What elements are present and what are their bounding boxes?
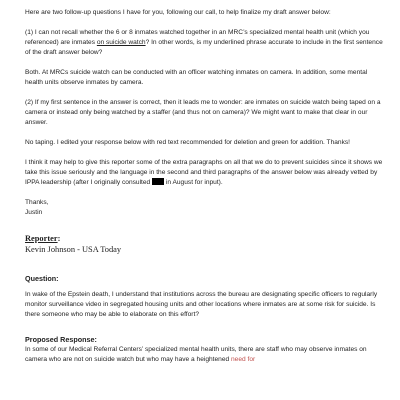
response-text: In some of our Medical Referral Centers’ specialized mental health units, there are staff who may observe inmates on camera who are not on suicide watch but who may have a heightened	[25, 346, 367, 364]
question-1-paragraph	[25, 28, 385, 59]
question-1-text-end: ? In other words, is my underlined phrase accurate to include in the first sentence of the draft answer below?	[25, 39, 383, 57]
reporter-name: Kevin Johnson - USA Today	[25, 245, 122, 255]
closing-paragraph	[25, 158, 385, 189]
question-1-text: (1) I can not recall whether the 6 or 8 inmates watched together in an MRC’s specialized mental health unit (which you referenced) are inmates	[25, 28, 370, 46]
answer-2-paragraph: No taping. I edited your response below with red text recommended for deletion and green for addition. Thanks!	[25, 139, 350, 147]
deleted-text: need for	[231, 356, 256, 364]
proposed-response-text	[25, 345, 385, 365]
question-label: Question:	[25, 274, 59, 284]
question-2-paragraph: (2) If my first sentence in the answer is correct, then it leads me to wonder: are inmates on suicide watch being taped on a camera or instead only being watched by a staffer (and thus not on camera)? We might want to make that clear in our answer.	[25, 99, 381, 127]
reporter-label-line	[25, 233, 385, 244]
reporter-colon: :	[57, 234, 61, 244]
question-text: In wake of the Epstein death, I understand that institutions across the bureau are designating specific officers to regularly monitor surveillance video in segregated housing units and other locations where inmates are at some risk for suicide. Is there someone who may be able to elaborate on this effort?	[25, 290, 378, 318]
signature: Justin	[25, 209, 43, 217]
intro-paragraph: Here are two follow-up questions I have for you, following our call, to help finalize my draft answer below:	[25, 9, 331, 16]
answer-1-paragraph: Both. At MRCs suicide watch can be conducted with an officer watching inmates on camera. In addition, some mental health units observe inmates by camera.	[25, 69, 368, 87]
reporter-label: Reporter	[25, 234, 58, 244]
proposed-response-label: Proposed Response:	[25, 334, 97, 344]
signoff: Thanks,	[25, 199, 49, 207]
email-document	[25, 8, 385, 365]
underlined-phrase: on suicide watch	[96, 39, 146, 46]
redaction-box	[152, 178, 164, 185]
closing-text-end: in August for input).	[164, 179, 223, 187]
closing-text: I think it may help to give this reporter some of the extra paragraphs on all that we do to prevent suicides since it shows we take this issue seriously and the language in the second and third paragraphs of the answer below was already vetted by IPPA leadership (after I originally consulted	[25, 159, 383, 187]
